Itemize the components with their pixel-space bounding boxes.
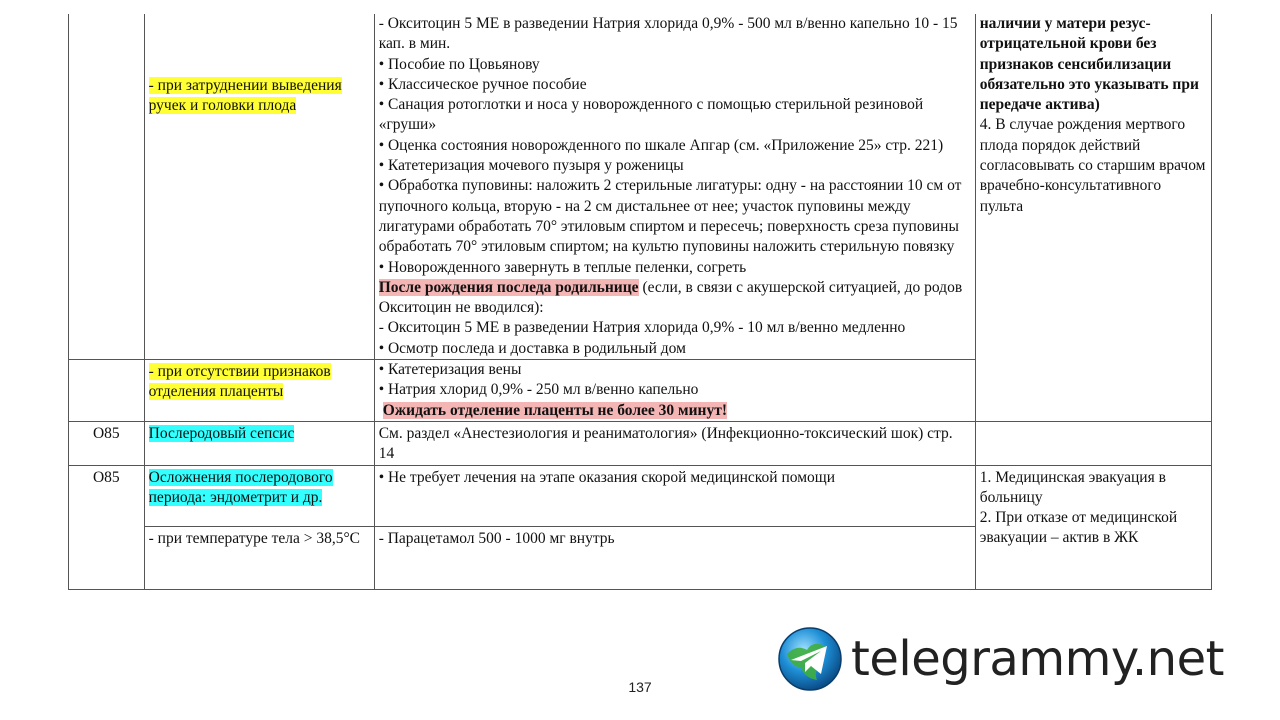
- action-item: • Катетеризация вены: [378, 361, 522, 379]
- condition-no-placenta-separation: - при отсутствии признаков отделения плаценты: [148, 363, 331, 401]
- diagnosis-sepsis: Послеродовый сепсис: [148, 424, 295, 442]
- notes-stillbirth: 4. В случае рождения мертвого плода порядок действий согласовывать со старшим врачом врачебно-консультативного пульта: [979, 116, 1206, 215]
- note-evacuation: 1. Медицинская эвакуация в больницу: [979, 468, 1166, 506]
- action-item: • Оценка состояния новорожденного по шкале Апгар (см. «Приложение 25» стр. 221): [378, 136, 944, 154]
- watermark-text: telegrammy.net: [851, 631, 1224, 687]
- action-item: • Осмотр последа и доставка в родильный дом: [378, 339, 686, 357]
- condition-cell: [144, 14, 374, 360]
- watermark: [777, 624, 1247, 694]
- action-item: - Окситоцин 5 МЕ в разведении Натрия хлорида 0,9% - 10 мл в/венно медленно: [378, 319, 906, 337]
- table-row: [69, 465, 1212, 526]
- action-item: • Санация ротоглотки и носа у новорожденного с помощью стерильной резиновой «груши»: [378, 96, 924, 134]
- reference-cell: См. раздел «Анестезиология и реаниматология» (Инфекционно-токсический шок) стр. 14: [374, 421, 975, 465]
- protocol-table: [68, 14, 1212, 590]
- wait-warning: Ожидать отделение плаценты не более 30 минут!: [382, 401, 727, 419]
- action-item: • Натрия хлорид 0,9% - 250 мл в/венно капельно: [378, 381, 699, 399]
- after-placenta-heading: После рождения последа родильнице: [378, 278, 639, 296]
- condition-cell: [144, 465, 374, 526]
- note-refusal: 2. При отказе от медицинской эвакуации – актив в ЖК: [979, 509, 1178, 547]
- action-item: • Классическое ручное пособие: [378, 75, 587, 93]
- diagnosis-complications: Осложнения послеродового периода: эндометрит и др.: [148, 468, 333, 506]
- actions-cell: • Не требует лечения на этапе оказания скорой медицинской помощи: [374, 465, 975, 526]
- action-item: - Окситоцин 5 МЕ в разведении Натрия хлорида 0,9% - 500 мл в/венно капельно 10 - 15 кап. в мин.: [378, 15, 958, 53]
- condition-difficult-delivery: - при затруднении выведения ручек и головки плода: [148, 77, 342, 115]
- action-item: • Катетеризация мочевого пузыря у роженицы: [378, 157, 684, 175]
- notes-cell: [975, 421, 1211, 465]
- diagnosis-code: O85: [69, 465, 145, 589]
- actions-cell: [374, 360, 975, 422]
- actions-cell: - Парацетамол 500 - 1000 мг внутрь: [374, 526, 975, 589]
- wait-warning-line: [379, 401, 971, 421]
- code-cell: [69, 14, 145, 360]
- action-item: • Пособие по Цовьянову: [378, 55, 540, 73]
- notes-cell: [975, 14, 1211, 421]
- code-cell: [69, 360, 145, 422]
- table-row: [69, 421, 1212, 465]
- notes-cell: [975, 465, 1211, 589]
- telegram-globe-icon: [777, 626, 843, 692]
- action-item: • Новорожденного завернуть в теплые пеленки, согреть: [378, 258, 747, 276]
- table-row: [69, 14, 1212, 360]
- notes-rh-warning: наличии у матери резус-отрицательной крови без признаков сенсибилизации обязательно это указывать при передаче актива): [979, 15, 1199, 114]
- actions-cell: [374, 14, 975, 360]
- condition-fever: - при температуре тела > 38,5°С: [144, 526, 374, 589]
- condition-cell: [144, 421, 374, 465]
- condition-cell: [144, 360, 374, 422]
- after-placenta-paragraph: [379, 278, 971, 319]
- after-placenta-condition: (если, в связи с акушерской ситуацией, до родов Окситоцин не вводился):: [378, 278, 963, 317]
- diagnosis-code: O85: [69, 421, 145, 465]
- page-number: 137: [628, 679, 652, 695]
- action-item: • Обработка пуповины: наложить 2 стерильные лигатуры: одну - на расстоянии 10 см от пупочного кольца, вторую - на 2 см дистальнее от нее; участок пуповины между лигатурами обработать 70° этиловым спиртом и пересечь; поверхность среза пуповины обработать 70° этиловым спиртом; на культю пуповины наложить стерильную повязку: [378, 177, 962, 256]
